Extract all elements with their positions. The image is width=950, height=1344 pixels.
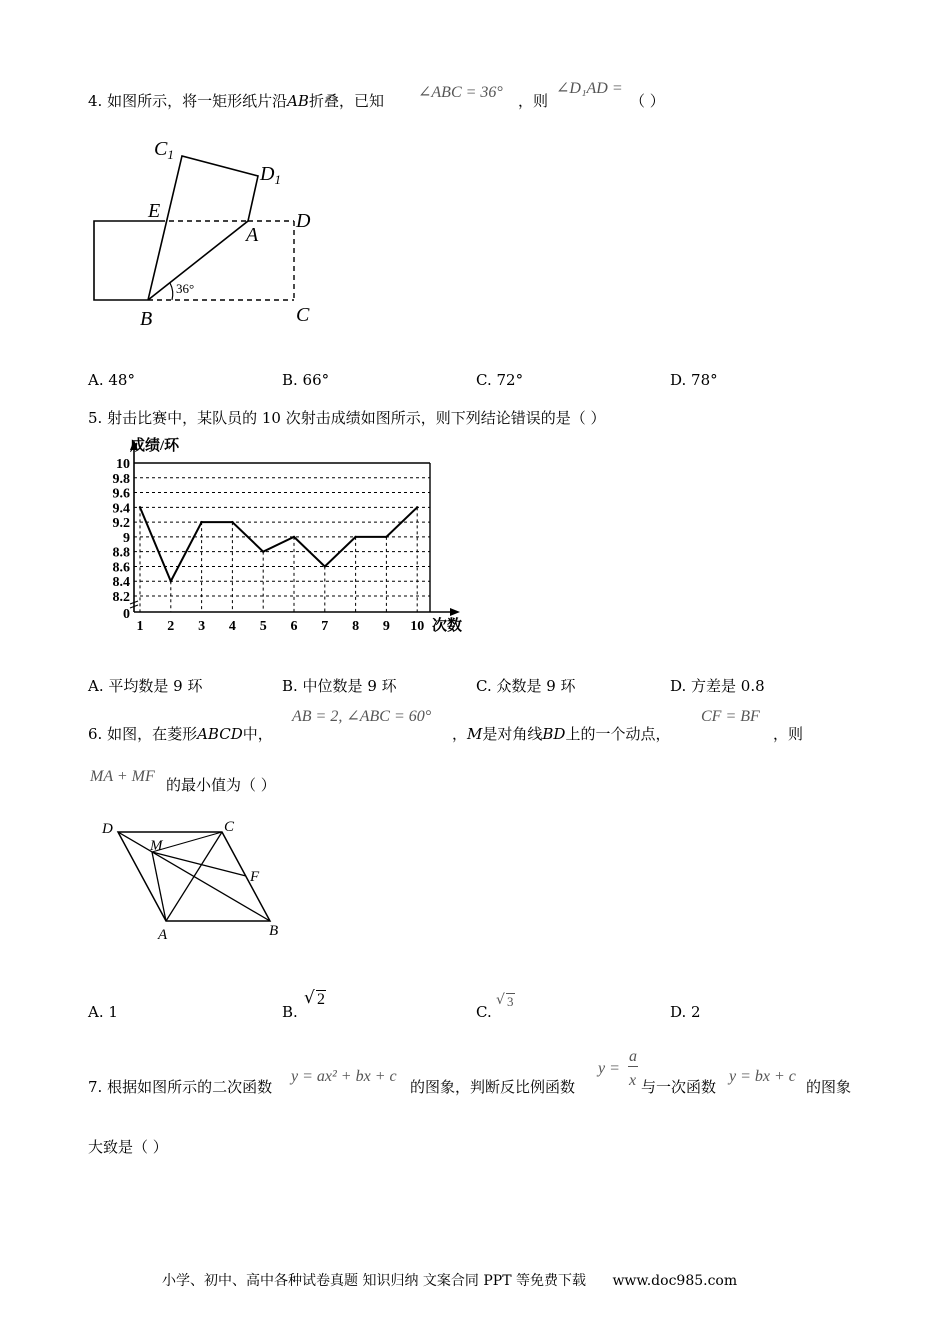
chart-data-point [231,521,233,523]
q6-label-a: A [158,927,168,943]
chart-data-point [170,580,172,582]
q6-stem-g: 的最小值为（ ） [166,776,276,794]
q5-option-d[interactable]: D. 方差是 0.8 [670,677,765,695]
q6-option-d[interactable]: D. 2 [670,1003,701,1021]
q4-folded-flap [148,156,258,300]
chart-data-point [324,565,326,567]
footer-text: 小学、初中、高中各种试卷真题 知识归纳 文案合同 PPT 等免费下载 [162,1273,586,1289]
chart-data-point [200,521,202,523]
chart-x-tick-label: 8 [352,619,360,634]
q6-label-m: M [150,838,163,854]
q6-stem-b: 中， [242,725,273,743]
chart-y-tick-label: 9.4 [112,501,130,517]
q4-label-c1: $C_1$ [154,138,174,162]
q4-stem-c: ，则 [518,92,549,110]
chart-y-axis-title: 成绩/环 [130,438,180,454]
q4-figure [88,135,328,355]
chart-data-point [293,536,295,538]
chart-y-tick-label: 9.2 [112,516,130,532]
q7-stem-c: 与一次函数 [641,1078,717,1096]
chart-y-tick-label: 9 [123,530,130,546]
q7-math-linear: y = bx + c [729,1068,796,1085]
chart-x-axis-title: 次数 [432,618,463,634]
q6-stem-d: 是对角线 [482,725,543,743]
q6-segment-mf [152,852,246,876]
chart-y-tick-label: 9.8 [112,471,130,487]
q4-paren: （ ） [630,92,665,110]
q6-stem-f: ，则 [773,725,804,743]
chart-data-point [416,506,418,508]
q6-label-b: B [269,923,279,939]
q6-segment-ma [152,852,166,921]
q6-math-cf-bf: CF = BF [701,708,760,725]
chart-x-tick-label: 9 [382,619,390,634]
chart-y-tick-label: 8.8 [112,545,130,561]
q6-option-c-sqrt-icon: √ [496,992,505,1008]
q4-stem [88,90,384,111]
chart-x-tick-label: 1 [136,619,144,634]
q4-label-a: A [246,224,259,246]
q4-label-c: C [296,304,310,326]
q6-math-given: AB = 2, ∠ABC = 60° [292,708,432,725]
q7-stem-d: 的图象 [806,1078,852,1096]
q4-option-b[interactable]: B. 66° [282,371,330,389]
q7-stem-line2: 大致是（ ） [88,1138,168,1156]
q7-stem-a: 7. 根据如图所示的二次函数 [88,1078,273,1096]
q7-fraction-numerator: a [629,1048,637,1065]
q4-option-c[interactable]: C. 72° [476,371,524,389]
chart-y-tick-label: 9.6 [112,486,130,502]
q4-label-angle: 36° [176,281,195,296]
q5-option-b[interactable]: B. 中位数是 9 环 [282,677,397,695]
q5-option-c[interactable]: C. 众数是 9 环 [476,677,576,695]
q6-option-b-radicand: 2 [317,991,325,1008]
q6-math-ma-mf: MA + MF [90,768,155,785]
q7-math-quadratic: y = ax² + bx + c [291,1068,397,1085]
q6-label-c: C [224,819,235,835]
q4-option-d[interactable]: D. 78° [670,371,718,389]
q7-stem-b: 的图象，判断反比例函数 [410,1078,576,1096]
chart-x-tick-label: 2 [167,619,175,634]
q6-m: M [467,725,483,743]
q4-option-a[interactable]: A. 48° [88,371,135,389]
q7-fraction-denominator: x [629,1072,637,1089]
q4-angle-arc [170,283,173,300]
chart-y-tick-label: 10 [116,457,130,472]
q4-stem-b: 折叠，已知 [308,92,384,110]
footer [162,1270,737,1290]
q4-label-d1: $D_1$ [260,163,281,187]
q4-ab: AB [287,92,309,110]
q4-label-e: E [148,200,161,222]
q6-option-c-prefix: C. [476,1003,492,1021]
chart-data-point [385,536,387,538]
q5-line-chart [88,432,468,642]
q5-stem: 5. 射击比赛中，某队员的 10 次射击成绩如图所示，则下列结论错误的是（ ） [88,409,606,427]
q6-label-f: F [250,869,260,885]
q6-option-b-prefix: B. [282,1003,298,1021]
q5-option-a[interactable]: A. 平均数是 9 环 [88,677,203,695]
chart-y-tick-label: 0 [123,607,130,622]
chart-y-tick-label: 8.4 [112,575,130,591]
q6-abcd: ABCD [197,725,243,743]
q6-option-b-sqrt-icon: √ [304,988,315,1008]
q6-stem-line1b [452,723,670,744]
q6-label-d: D [102,821,113,837]
q6-figure [98,815,298,945]
chart-data-point [262,550,264,552]
chart-series-line [140,507,417,581]
q6-stem-e: 上的一个动点， [565,725,671,743]
q4-label-d: D [296,210,311,232]
q6-bd: BD [542,725,566,743]
chart-x-tick-label: 7 [321,619,329,634]
chart-y-tick-label: 8.6 [112,560,130,576]
chart-x-tick-label: 6 [290,619,298,634]
q6-option-a[interactable]: A. 1 [88,1003,118,1021]
footer-url[interactable]: www.doc985.com [612,1273,738,1289]
chart-x-axis-arrow-icon [450,608,460,616]
q7-fraction-lhs: y = [598,1060,620,1077]
q4-stem-a: 4. 如图所示，将一矩形纸片沿 [88,92,288,110]
q6-stem-line1 [88,723,273,744]
q4-math-angle-d1ad: ∠D₁AD = [556,80,623,97]
q4-math-angle-abc: ∠ABC = 36° [418,84,503,101]
q6-stem-a: 6. 如图，在菱形 [88,725,198,743]
chart-x-tick-label: 3 [198,619,206,634]
chart-x-tick-label: 4 [228,619,236,634]
chart-y-tick-label: 8.2 [112,590,130,605]
chart-data-point [139,506,141,508]
chart-x-tick-label: 10 [410,619,425,634]
chart-data-point [354,536,356,538]
q6-option-c-radicand: 3 [507,994,514,1009]
q4-label-b: B [140,308,153,330]
chart-x-tick-label: 5 [259,619,267,634]
q6-stem-c: ， [452,725,468,743]
